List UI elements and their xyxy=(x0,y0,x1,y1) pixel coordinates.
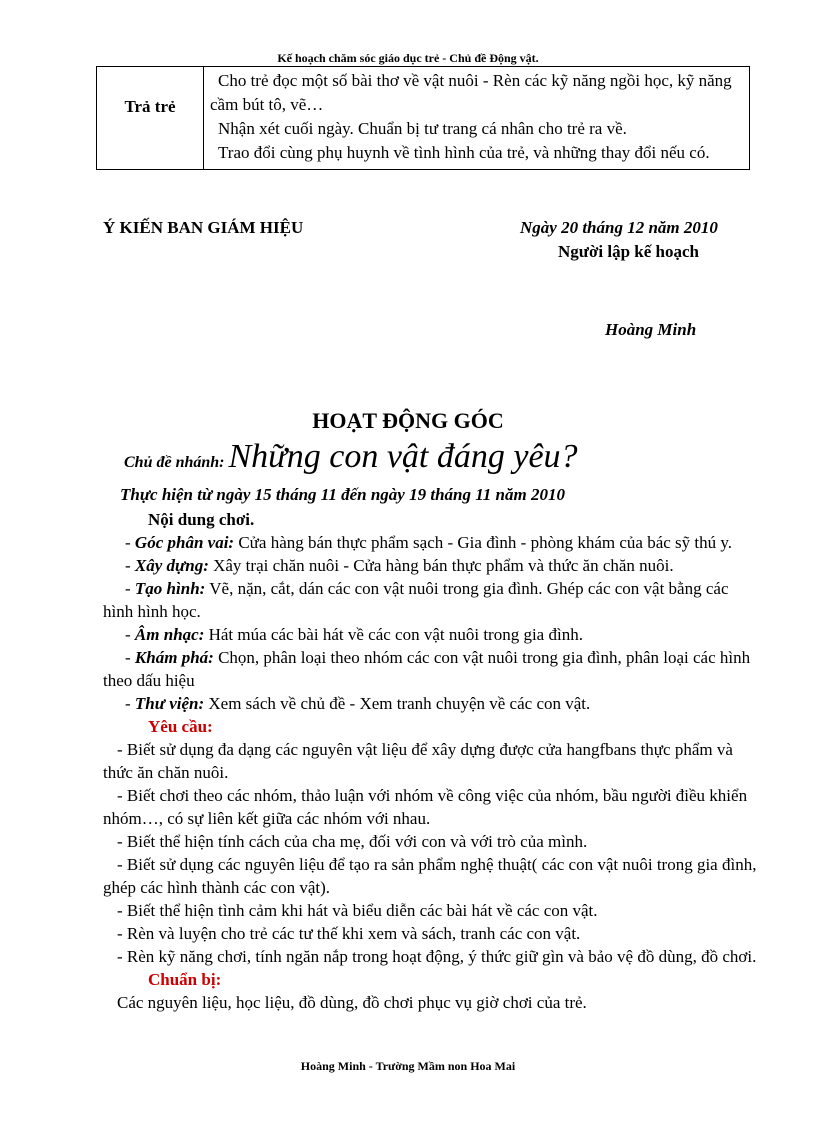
corner-label: Âm nhạc: xyxy=(134,625,205,644)
document-body xyxy=(103,508,758,1014)
corner-item: - Tạo hình: Vẽ, nặn, cắt, dán các con vật nuôi trong gia đình. Ghép các con vật bằng các hình hình học. xyxy=(103,579,729,621)
corner-label: Thư viện: xyxy=(134,694,205,713)
corner-label: Xây dựng: xyxy=(134,556,209,575)
signature-name: Hoàng Minh xyxy=(605,320,697,339)
corner-label: Khám phá: xyxy=(134,648,214,667)
corner-text: Xây trại chăn nuôi - Cửa hàng bán thực phẩm và thức ăn chăn nuôi. xyxy=(208,556,674,575)
corner-text: Cửa hàng bán thực phẩm sạch - Gia đình - phòng khám của bác sỹ thú y. xyxy=(234,533,733,552)
subtitle-prefix: Chủ đề nhánh: xyxy=(124,454,225,471)
table-label: Trả trẻ xyxy=(97,67,204,170)
requirement-item: - Rèn và luyện cho trẻ các tư thế khi xem và sách, tranh các con vật. xyxy=(117,924,581,943)
requirement-item: - Biết sử dụng đa dạng các nguyên vật liệu để xây dựng được cửa hangfbans thực phẩm và thức ăn chăn nuôi. xyxy=(103,740,733,782)
prep-heading: Chuẩn bị: xyxy=(148,970,222,989)
corner-label: Tạo hình: xyxy=(134,579,206,598)
pickup-table xyxy=(96,66,750,170)
corner-item: - Thư viện: Xem sách về chủ đề - Xem tranh chuyện về các con vật. xyxy=(125,694,591,713)
requirement-item: - Biết sử dụng các nguyên liệu để tạo ra sản phẩm nghệ thuật( các con vật nuôi trong gia đình, ghép các hình thành các con vật). xyxy=(103,855,757,897)
board-opinion-label: Ý KIẾN BAN GIÁM HIỆU xyxy=(103,218,304,237)
requirements-heading: Yêu cầu: xyxy=(148,717,213,736)
corner-text: Hát múa các bài hát về các con vật nuôi trong gia đình. xyxy=(204,625,583,644)
page-header: Kế hoạch chăm sóc giáo dục trẻ - Chủ đề Động vật. xyxy=(277,51,539,65)
requirement-item: - Biết thể hiện tính cách của cha mẹ, đối với con và với trò của mình. xyxy=(117,832,588,851)
prep-text: Các nguyên liệu, học liệu, đồ dùng, đồ chơi phục vụ giờ chơi của trẻ. xyxy=(117,993,587,1012)
section-title: HOẠT ĐỘNG GÓC xyxy=(312,408,504,433)
corner-text: Chọn, phân loại theo nhóm các con vật nuôi trong gia đình, phân loại các hình theo dấu hiệu xyxy=(103,648,751,690)
table-line: Nhận xét cuối ngày. Chuẩn bị tư trang cá nhân cho trẻ ra về. xyxy=(218,119,627,138)
table-line: Cho trẻ đọc một số bài thơ về vật nuôi - Rèn các kỹ năng ngồi học, kỹ năng cầm bút tô, vẽ… xyxy=(210,71,732,114)
table-line: Trao đổi cùng phụ huynh về tình hình của trẻ, và những thay đổi nếu có. xyxy=(218,143,710,162)
page-footer: Hoàng Minh - Trường Mầm non Hoa Mai xyxy=(300,1059,516,1073)
content-heading: Nội dung chơi. xyxy=(148,510,255,529)
signature-role: Người lập kế hoạch xyxy=(558,242,699,261)
requirement-item: - Biết chơi theo các nhóm, thảo luận với nhóm về công việc của nhóm, bầu người điều khiển nhóm…, có sự liên kết giữa các nhóm với nhau. xyxy=(103,786,748,828)
subtitle-main: Những con vật đáng yêu? xyxy=(228,438,578,475)
corner-text: Xem sách về chủ đề - Xem tranh chuyện về các con vật. xyxy=(204,694,591,713)
date-range: Thực hiện từ ngày 15 tháng 11 đến ngày 19 tháng 11 năm 2010 xyxy=(120,485,565,504)
requirement-item: - Biết thể hiện tình cảm khi hát và biểu diễn các bài hát về các con vật. xyxy=(117,901,598,920)
signature-date: Ngày 20 tháng 12 năm 2010 xyxy=(520,218,718,237)
subtitle xyxy=(124,438,578,476)
corner-item: - Góc phân vai: Cửa hàng bán thực phẩm sạch - Gia đình - phòng khám của bác sỹ thú y. xyxy=(125,533,733,552)
requirement-item: - Rèn kỹ năng chơi, tính ngăn nắp trong hoạt động, ý thức giữ gìn và bảo vệ đồ dùng, đồ chơi. xyxy=(117,947,757,966)
corner-item: - Khám phá: Chọn, phân loại theo nhóm các con vật nuôi trong gia đình, phân loại các hình theo dấu hiệu xyxy=(103,648,751,690)
corner-label: Góc phân vai: xyxy=(134,533,235,552)
table-content xyxy=(204,67,750,170)
corner-item: - Xây dựng: Xây trại chăn nuôi - Cửa hàng bán thực phẩm và thức ăn chăn nuôi. xyxy=(125,556,674,575)
corner-text: Vẽ, nặn, cắt, dán các con vật nuôi trong gia đình. Ghép các con vật bằng các hình hình học. xyxy=(103,579,729,621)
corner-item: - Âm nhạc: Hát múa các bài hát về các con vật nuôi trong gia đình. xyxy=(125,625,583,644)
